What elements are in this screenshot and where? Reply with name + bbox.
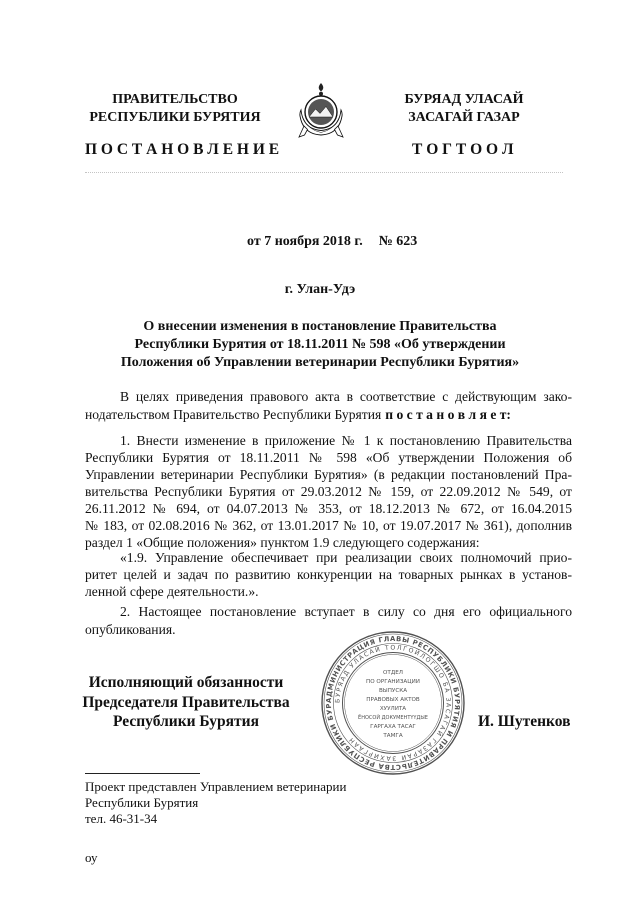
footer-divider	[85, 773, 200, 774]
text-segment: нодательством Правительство Республики Бурятия	[85, 407, 382, 422]
city: г. Улан-Удэ	[284, 282, 356, 297]
text-line: опубликования.	[85, 622, 176, 637]
stamp-center-line: ТАМГА	[383, 733, 403, 739]
footer-note-line: Республики Бурятия	[85, 795, 199, 810]
paragraph-quote-1-9	[85, 549, 572, 600]
paragraph-item-1	[85, 432, 572, 551]
text-line: В целях приведения правового акта в соответствие с действующим зако-	[120, 389, 572, 404]
document-date: от 7 ноября 2018 г.	[247, 234, 363, 249]
doc-type-bua: Т О Г Т О О Л	[412, 141, 514, 158]
stamp-center-line: ГАРГАХА ТАСАГ	[370, 724, 416, 730]
text-line: ритет целей и задач по развитию конкуренции на товарных рынках в установ-	[85, 567, 572, 582]
date-line	[247, 233, 417, 251]
stamp-center-line: ПО ОРГАНИЗАЦИИ	[366, 679, 420, 685]
stamp-center-line: ХУУЛИТА	[379, 706, 407, 712]
footer-note-line: тел. 46-31-34	[85, 811, 158, 826]
official-stamp	[320, 630, 466, 776]
text-line: № 183, от 02.08.2016 № 362, от 13.01.2017 № 10, от 19.07.2017 № 361), дополнив	[85, 518, 572, 533]
text-line: ленной сфере деятельности.».	[85, 584, 259, 599]
svg-text:БУРЯАД УЛАСАЙ ТОЛГОЙЛОГШО БА З	[334, 644, 451, 763]
footer-note	[85, 779, 346, 827]
stamp-center-line: ВЫПУСКА	[378, 688, 408, 694]
text-line: Управлении ветеринарии Республики Бурятия» (в редакции постановлений Пра-	[85, 467, 572, 482]
stamp-ring-inner: БУРЯАД УЛАСАЙ ТОЛГОЙЛОГШО БА ЗАСАГАЙ ГАЗАРАЙ ЗАХИРГААН	[334, 644, 452, 762]
government-name-ru-line1: ПРАВИТЕЛЬСТВО	[112, 92, 238, 107]
government-name-ru-line2: РЕСПУБЛИКИ БУРЯТИЯ	[89, 110, 261, 125]
stamp-center-line: ЁНОСОЙ ДОКУМЕНТҮҮДЫЕ	[358, 715, 428, 721]
paragraph-preamble	[85, 388, 572, 424]
document-title	[0, 318, 640, 372]
title-line: Положения об Управлении ветеринарии Республики Бурятия»	[120, 355, 520, 370]
footer-note-line: Проект представлен Управлением ветеринарии	[85, 779, 347, 794]
government-name-bua-line1: БУРЯАД УЛАСАЙ	[404, 92, 524, 107]
stamp-ring-outer: АДМИНИСТРАЦИЯ ГЛАВЫ РЕСПУБЛИКИ БУРЯТИЯ И ПРАВИТЕЛЬСТВА РЕСПУБЛИКИ БУР	[324, 634, 462, 772]
title-line: Республики Бурятия от 18.11.2011 № 598 «Об утверждении	[134, 337, 506, 352]
stamp-center-line: ОТДЕЛ	[383, 670, 403, 676]
header-divider	[85, 172, 563, 173]
signatory-position-line: Исполняющий обязанности	[88, 674, 284, 691]
signatory-position-line: Республики Бурятия	[113, 713, 259, 730]
government-name-ru	[60, 91, 290, 127]
text-line: вительства Республики Бурятия от 29.03.2012 № 159, от 22.09.2012 № 549, от	[85, 484, 572, 499]
text-line	[85, 406, 572, 424]
signatory-name: И. Шутенков	[478, 713, 571, 730]
signatory-position-line: Председателя Правительства	[82, 693, 290, 711]
text-line: 26.11.2012 № 694, от 04.07.2013 № 353, от 18.12.2013 № 672, от 16.04.2015	[85, 501, 572, 516]
text-line: 1. Внести изменение в приложение № 1 к постановлению Правительства	[120, 433, 572, 448]
text-line: раздел 1 «Общие положения» пунктом 1.9 следующего содержания:	[85, 535, 480, 550]
text-line: 2. Настоящее постановление вступает в силу со дня его официального	[120, 604, 572, 619]
executor-mark: оу	[85, 850, 98, 865]
doc-type-ru: П О С Т А Н О В Л Е Н И Е	[85, 141, 280, 158]
stamp-center-line: ПРАВОВЫХ АКТОВ	[366, 697, 420, 703]
text-line: Республики Бурятия от 18.11.2011 № 598 «Об утверждении Положения об	[85, 450, 572, 465]
text-line: «1.9. Управление обеспечивает при реализации своих полномочий прио-	[120, 550, 572, 565]
title-line: О внесении изменения в постановление Правительства	[143, 319, 497, 334]
document-number: № 623	[378, 234, 418, 249]
decree-word: п о с т а н о в л я е т:	[385, 407, 511, 422]
signatory-position	[70, 673, 302, 732]
government-name-bua	[349, 91, 579, 127]
government-name-bua-line2: ЗАСАГАЙ ГАЗАР	[408, 110, 520, 125]
coat-of-arms-icon	[296, 82, 346, 138]
